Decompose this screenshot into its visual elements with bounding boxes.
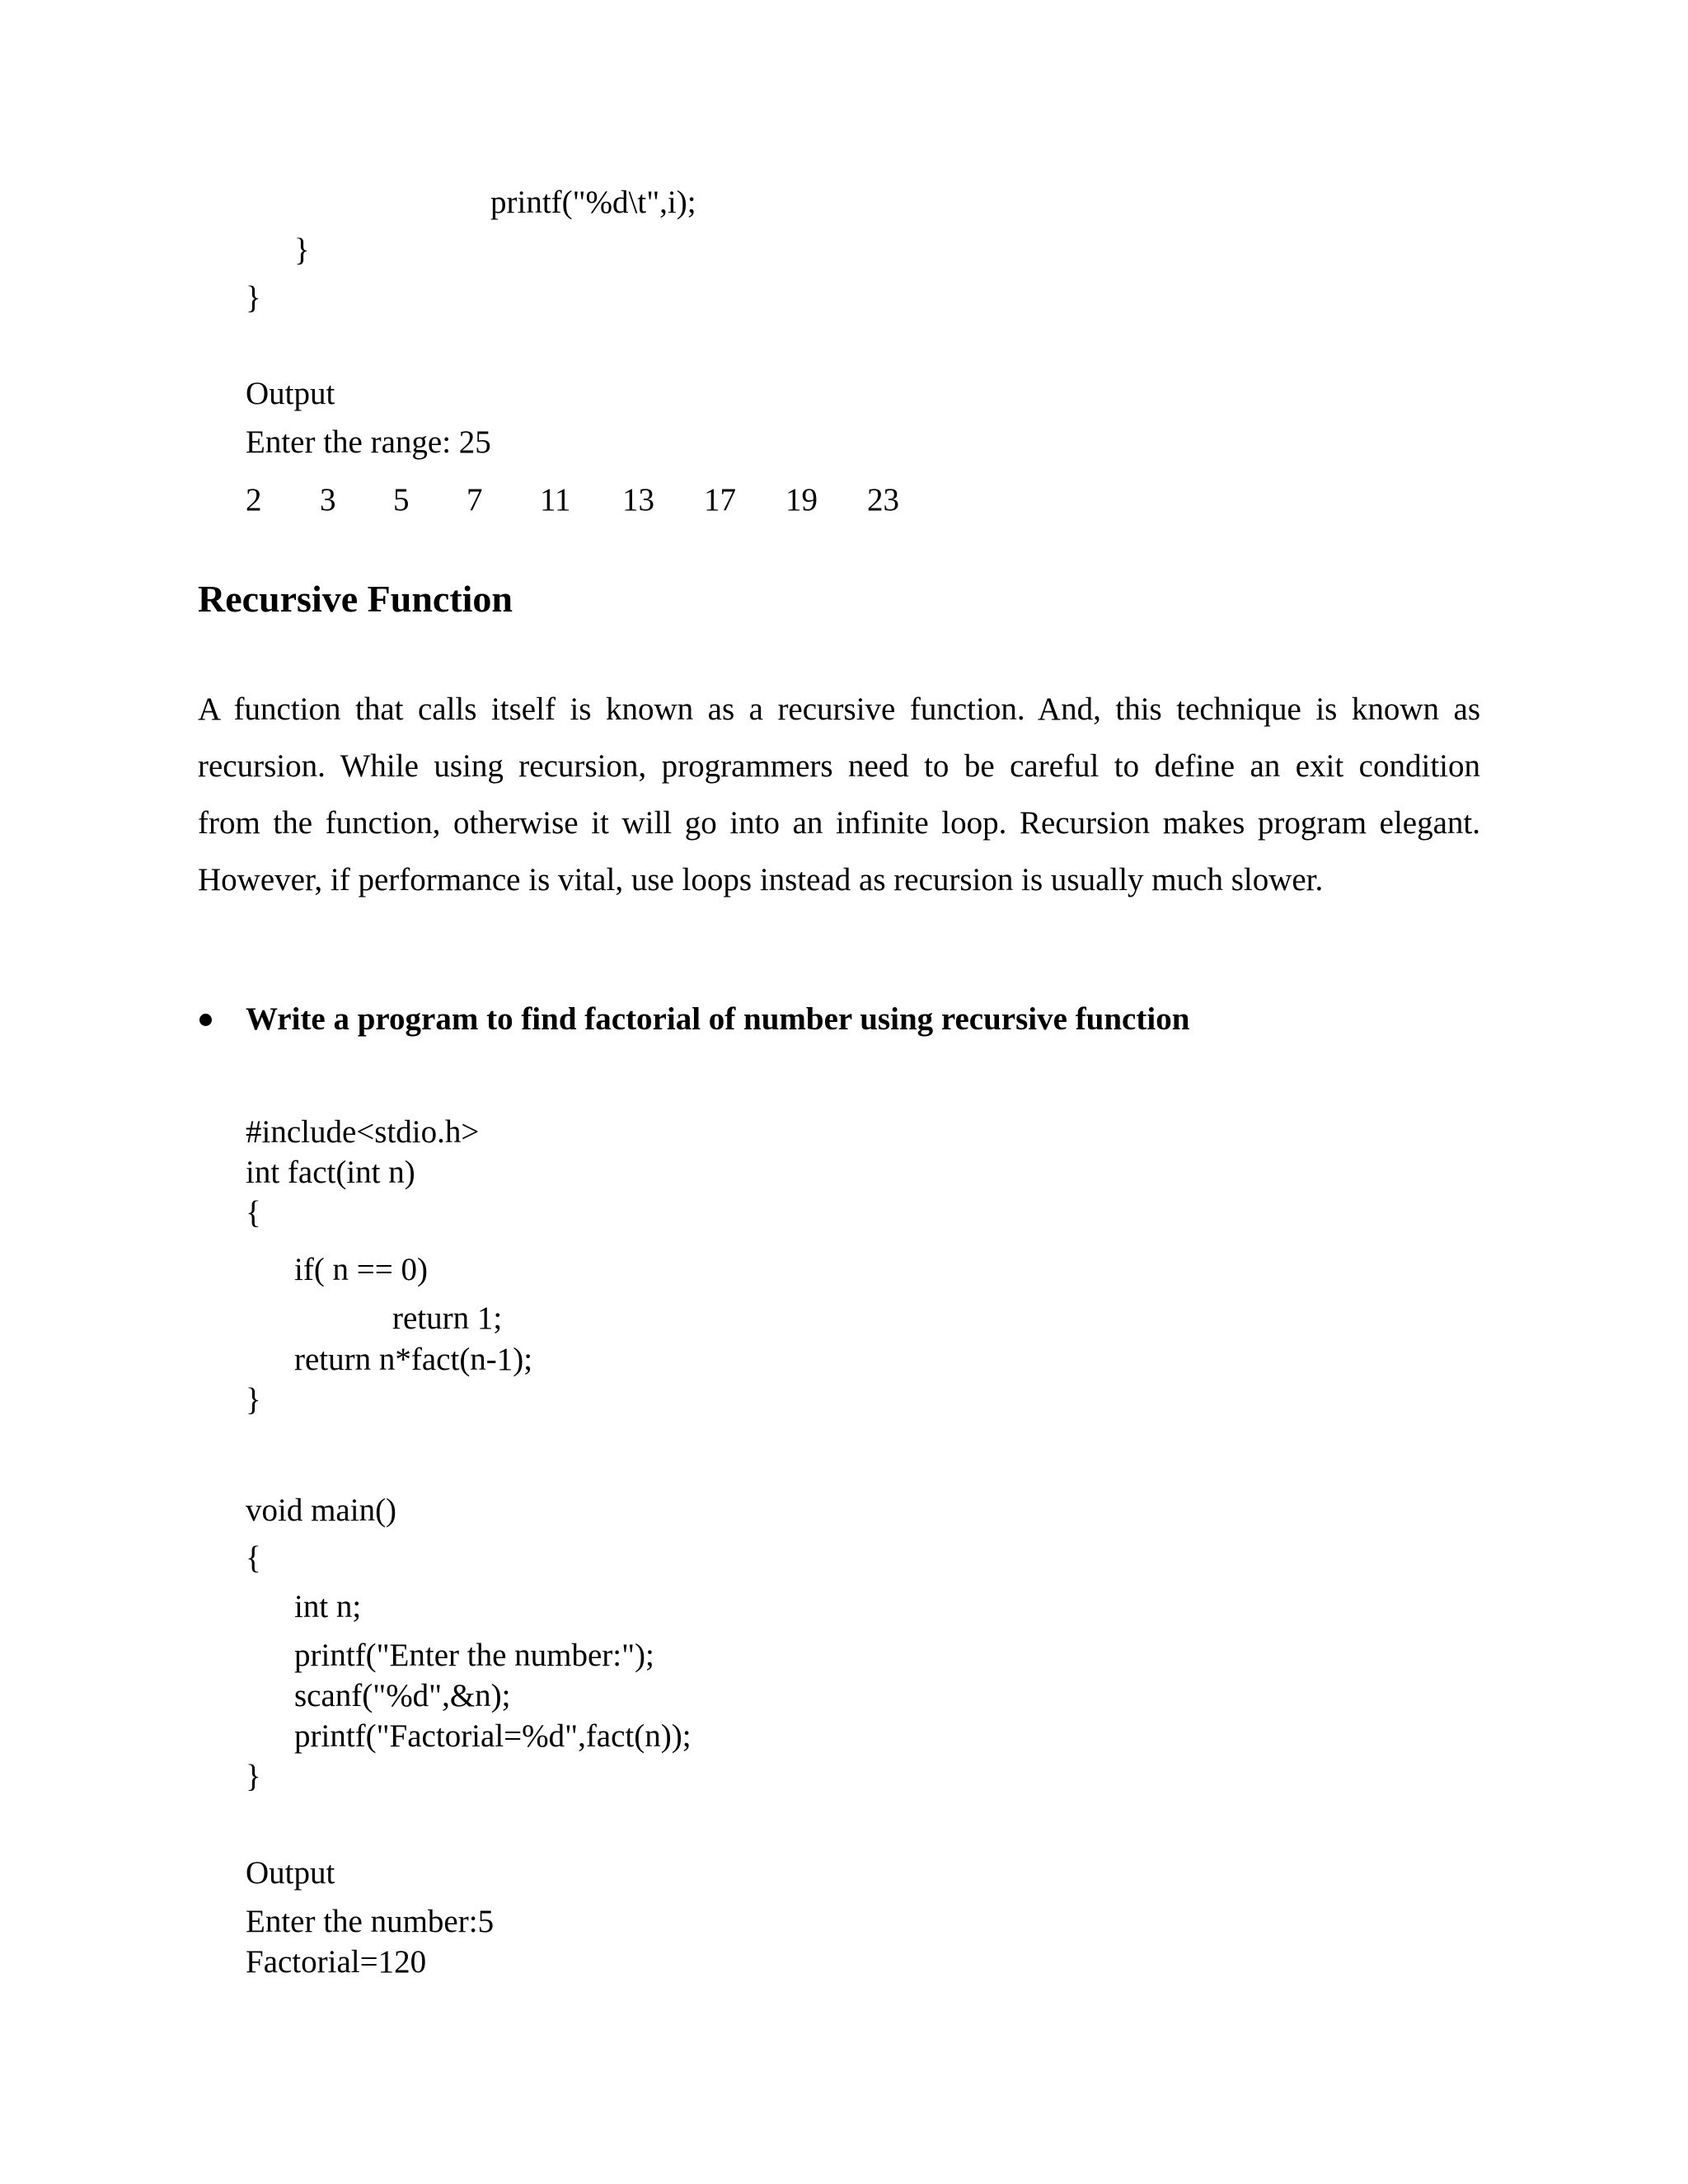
code-line-fact-close: } (246, 1382, 261, 1418)
prime-value: 5 (393, 482, 410, 518)
code-line-printf: printf("%d\t",i); (490, 185, 696, 220)
prime-value: 3 (320, 482, 336, 518)
code-line-main-signature: void main() (246, 1493, 397, 1528)
code-line-return-recursive: return n*fact(n-1); (294, 1342, 533, 1377)
code-line-inner-close: } (294, 232, 310, 268)
paragraph-line: However, if performance is vital, use loops instead as recursion is usually much slower. (198, 862, 1324, 898)
code-line-printf-prompt: printf("Enter the number:"); (294, 1638, 654, 1673)
code-line-decl: int n; (294, 1589, 362, 1624)
prime-value: 17 (704, 482, 736, 518)
prime-value: 13 (622, 482, 654, 518)
code-line-scanf: scanf("%d",&n); (294, 1678, 511, 1713)
code-line-if: if( n == 0) (294, 1252, 429, 1287)
prime-value: 2 (246, 482, 262, 518)
output-number-prompt: Enter the number:5 (246, 1904, 495, 1939)
paragraph-line: from the function, otherwise it will go into an infinite loop. Recursion makes program elegant. (198, 805, 1480, 841)
output-label: Output (246, 376, 335, 411)
prime-value: 7 (467, 482, 483, 518)
bullet-icon (199, 1014, 212, 1026)
code-line-main-close: } (246, 1759, 261, 1794)
code-line-fact-open: { (246, 1195, 261, 1230)
code-line-outer-close: } (246, 280, 261, 316)
task-bullet-text: Write a program to find factorial of number using recursive function (246, 1001, 1190, 1037)
prime-value: 11 (540, 482, 571, 518)
prime-value: 19 (785, 482, 818, 518)
code-line-include: #include<stdio.h> (246, 1114, 480, 1150)
code-line-main-open: { (246, 1540, 261, 1576)
code-line-fact-signature: int fact(int n) (246, 1155, 415, 1190)
section-paragraph (198, 681, 1480, 908)
output-label: Output (246, 1855, 335, 1891)
output-factorial-result: Factorial=120 (246, 1944, 427, 1980)
code-line-return-one: return 1; (392, 1301, 503, 1336)
code-line-printf-result: printf("Factorial=%d",fact(n)); (294, 1718, 692, 1754)
output-range-prompt: Enter the range: 25 (246, 424, 491, 460)
section-heading: Recursive Function (198, 578, 513, 620)
paragraph-line: A function that calls itself is known as a recursive function. And, this technique is known as (198, 691, 1480, 727)
prime-value: 23 (867, 482, 899, 518)
paragraph-line: recursion. While using recursion, programmers need to be careful to define an exit condition (198, 748, 1480, 784)
